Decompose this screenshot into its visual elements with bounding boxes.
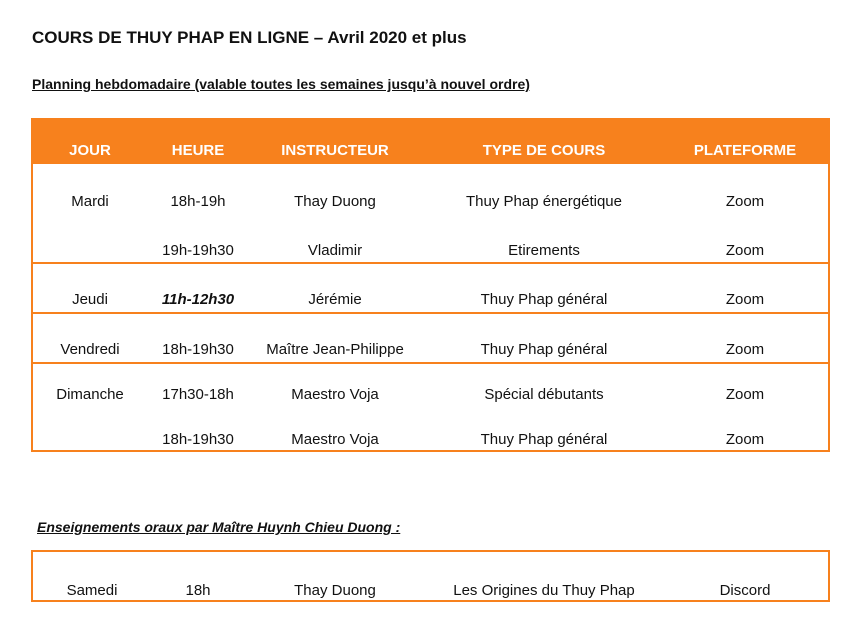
course-type-cell: Thuy Phap général <box>480 341 608 358</box>
time-cell: 19h-19h30 <box>162 242 234 259</box>
header-plateforme: PLATEFORME <box>693 142 797 159</box>
time-cell: 18h-19h30 <box>162 431 234 448</box>
platform-cell: Zoom <box>725 242 765 259</box>
day-label: Samedi <box>66 582 118 599</box>
course-type-cell: Les Origines du Thuy Phap <box>453 582 635 599</box>
platform-cell: Zoom <box>725 291 765 308</box>
day-group-vendredi <box>33 312 828 362</box>
instructor-cell: Maestro Voja <box>291 431 379 448</box>
instructor-cell: Maître Jean-Philippe <box>266 341 404 358</box>
course-type-cell: Thuy Phap énergétique <box>466 193 622 210</box>
time-cell: 18h-19h <box>170 193 226 210</box>
instructor-cell: Jérémie <box>308 291 362 308</box>
oral-teachings-table <box>31 550 830 602</box>
platform-cell: Zoom <box>725 431 765 448</box>
header-heure: HEURE <box>171 142 225 159</box>
header-jour: JOUR <box>69 142 111 159</box>
time-cell: 18h-19h30 <box>162 341 234 358</box>
header-instructeur: INSTRUCTEUR <box>281 142 389 159</box>
day-label: Mardi <box>71 193 109 210</box>
instructor-cell: Maestro Voja <box>291 386 379 403</box>
time-cell: 18h <box>185 582 211 599</box>
day-label: Dimanche <box>56 386 124 403</box>
platform-cell: Discord <box>719 582 771 599</box>
course-type-cell: Spécial débutants <box>484 386 604 403</box>
day-label: Vendredi <box>60 341 120 358</box>
course-type-cell: Thuy Phap général <box>480 291 608 308</box>
header-type-de-cours: TYPE DE COURS <box>482 142 606 159</box>
platform-cell: Zoom <box>725 386 765 403</box>
time-cell: 11h-12h30 <box>161 291 235 308</box>
day-group-jeudi <box>33 262 828 312</box>
day-label: Jeudi <box>72 291 108 308</box>
instructor-cell: Thay Duong <box>294 193 376 210</box>
instructor-cell: Thay Duong <box>294 582 376 599</box>
day-group-dimanche <box>33 362 828 450</box>
course-type-cell: Etirements <box>508 242 580 259</box>
day-group-mardi <box>33 162 828 262</box>
page-title: COURS DE THUY PHAP EN LIGNE – Avril 2020 et plus <box>32 28 467 47</box>
page-subtitle: Planning hebdomadaire (valable toutes les semaines jusqu’à nouvel ordre) <box>32 76 530 92</box>
oral-teachings-title: Enseignements oraux par Maître Huynh Chieu Duong : <box>37 519 401 535</box>
time-cell: 17h30-18h <box>162 386 234 403</box>
platform-cell: Zoom <box>725 193 765 210</box>
instructor-cell: Vladimir <box>307 242 363 259</box>
platform-cell: Zoom <box>725 341 765 358</box>
course-type-cell: Thuy Phap général <box>480 431 608 448</box>
table-header-row <box>33 118 828 162</box>
schedule-table <box>31 118 830 452</box>
